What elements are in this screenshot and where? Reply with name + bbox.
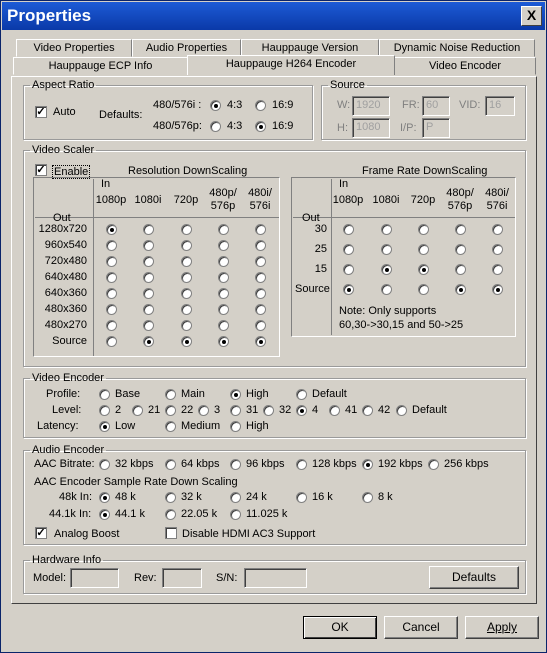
latency-label-low: Low — [115, 420, 136, 432]
latency-label-medium: Medium — [181, 420, 221, 432]
level-radio-42[interactable] — [362, 405, 373, 416]
source-h-label: H: — [337, 122, 348, 134]
latency-radio-high[interactable] — [230, 421, 241, 432]
source-h-field: 1080 — [352, 118, 390, 138]
level-label-2: 2 — [115, 404, 122, 416]
bitrate-label-256-kbps: 256 kbps — [444, 458, 489, 470]
res-radio-960x540-5[interactable] — [255, 240, 266, 251]
res-radio-480x360-4[interactable] — [218, 304, 229, 315]
profile-radio-high[interactable] — [230, 389, 241, 400]
source-fr-field: 60 — [422, 96, 450, 116]
level-radio-default[interactable] — [396, 405, 407, 416]
tab-video-encoder[interactable]: Video Encoder — [394, 57, 536, 75]
level-label-4: 4 — [312, 404, 319, 416]
bitrate-label-96-kbps: 96 kbps — [246, 458, 285, 470]
tab-hauppauge-ecp-info[interactable]: Hauppauge ECP Info — [13, 57, 188, 75]
res-col-header: 720p — [173, 194, 199, 206]
res-radio-1280x720-5[interactable] — [255, 224, 266, 235]
disable-hdmi-checkbox[interactable] — [165, 527, 177, 539]
in48-label-32-k: 32 k — [181, 491, 202, 503]
fr-radio-source-3[interactable] — [418, 284, 429, 295]
level-radio-22[interactable] — [165, 405, 176, 416]
latency-label: Latency: — [37, 420, 79, 432]
res-row-label: 1280x720 — [38, 223, 87, 235]
bitrate-label-64-kbps: 64 kbps — [181, 458, 220, 470]
hardware-info-group: Hardware Info — [23, 555, 526, 594]
fr-col-header: 480i/ — [485, 187, 509, 199]
latency-radio-low[interactable] — [99, 421, 110, 432]
res-radio-480x360-3[interactable] — [181, 304, 192, 315]
fr-radio-30-5[interactable] — [492, 224, 503, 235]
tab-hauppauge-h264-encoder[interactable]: Hauppauge H264 Encoder — [187, 55, 395, 75]
level-label: Level: — [52, 404, 82, 416]
in48-label-8-k: 8 k — [378, 491, 393, 503]
in441-radio-11-025-k[interactable] — [230, 509, 241, 520]
source-vid-field: 16 — [485, 96, 515, 116]
title-bar[interactable] — [2, 2, 545, 30]
res-radio-640x480-2[interactable] — [143, 272, 154, 283]
fr-in-label: In — [339, 178, 349, 190]
res-radio-720x480-1[interactable] — [106, 256, 117, 267]
fr-radio-30-1[interactable] — [343, 224, 354, 235]
profile-radio-main[interactable] — [165, 389, 176, 400]
res-radio-source-1[interactable] — [106, 336, 117, 347]
res-radio-source-5[interactable] — [255, 336, 266, 347]
level-label-default: Default — [412, 404, 447, 416]
cancel-button[interactable]: Cancel — [384, 616, 458, 639]
res-radio-source-2[interactable] — [143, 336, 154, 347]
res-radio-720x480-2[interactable] — [143, 256, 154, 267]
model-field — [70, 568, 119, 588]
close-button[interactable]: X — [521, 6, 542, 26]
level-label-21: 21 — [148, 404, 161, 416]
scaler-enable-label: Enable — [54, 166, 89, 178]
fr-out-label: Out — [302, 212, 320, 224]
in48-radio-24-k[interactable] — [230, 492, 241, 503]
source-w-label: W: — [337, 99, 351, 111]
fr-radio-25-1[interactable] — [343, 244, 354, 255]
level-radio-4[interactable] — [296, 405, 307, 416]
aspect-row1-43-radio[interactable] — [210, 100, 221, 111]
res-col-header: 576p — [210, 200, 236, 212]
in48-label-48-k: 48 k — [115, 491, 136, 503]
res-radio-960x540-2[interactable] — [143, 240, 154, 251]
res-radio-640x360-4[interactable] — [218, 288, 229, 299]
bitrate-label-192-kbps: 192 kbps — [378, 458, 423, 470]
fr-col-header: 720p — [410, 194, 436, 206]
aac-bitrate-label: AAC Bitrate: — [34, 458, 95, 470]
model-label: Model: — [33, 572, 67, 584]
res-radio-1280x720-1[interactable] — [106, 224, 117, 235]
res-radio-640x360-2[interactable] — [143, 288, 154, 299]
res-radio-640x480-4[interactable] — [218, 272, 229, 283]
res-radio-480x270-1[interactable] — [106, 320, 117, 331]
profile-label-high: High — [246, 388, 269, 400]
fr-radio-15-2[interactable] — [381, 264, 392, 275]
window-title: Properties — [7, 6, 92, 25]
level-radio-3[interactable] — [198, 405, 209, 416]
level-label-41: 41 — [345, 404, 358, 416]
profile-radio-base[interactable] — [99, 389, 110, 400]
res-radio-480x270-5[interactable] — [255, 320, 266, 331]
aspect-row2-169-label: 16:9 — [272, 120, 294, 132]
res-radio-640x480-3[interactable] — [181, 272, 192, 283]
level-radio-32[interactable] — [263, 405, 274, 416]
bitrate-radio-96-kbps[interactable] — [230, 459, 241, 470]
aspect-row2-169-radio[interactable] — [255, 121, 266, 132]
tab-audio-properties[interactable]: Audio Properties — [132, 39, 241, 57]
fr-radio-25-4[interactable] — [455, 244, 466, 255]
level-radio-21[interactable] — [132, 405, 143, 416]
aspect-row2-label: 480/576p: — [153, 120, 202, 132]
in441-label-44-1-k: 44.1 k — [115, 508, 145, 520]
res-radio-640x360-1[interactable] — [106, 288, 117, 299]
in48-radio-16-k[interactable] — [296, 492, 307, 503]
tab-hauppauge-version[interactable]: Hauppauge Version — [241, 39, 379, 57]
res-radio-720x480-3[interactable] — [181, 256, 192, 267]
res-col-header: 480p/ — [209, 187, 237, 199]
res-row-label: Source — [52, 335, 87, 347]
fr-row-label: 30 — [314, 223, 327, 235]
res-radio-480x270-2[interactable] — [143, 320, 154, 331]
bitrate-radio-128-kbps[interactable] — [296, 459, 307, 470]
fr-radio-source-2[interactable] — [381, 284, 392, 295]
sn-label: S/N: — [216, 572, 238, 584]
res-radio-640x480-5[interactable] — [255, 272, 266, 283]
in441-label: 44.1k In: — [49, 508, 92, 520]
fr-col-header: 1080i — [372, 194, 400, 206]
bitrate-radio-64-kbps[interactable] — [165, 459, 176, 470]
res-radio-960x540-3[interactable] — [181, 240, 192, 251]
latency-radio-medium[interactable] — [165, 421, 176, 432]
in48-radio-32-k[interactable] — [165, 492, 176, 503]
aspect-row1-label: 480/576i : — [153, 99, 202, 111]
aspect-row1-169-label: 16:9 — [272, 99, 294, 111]
res-radio-480x360-5[interactable] — [255, 304, 266, 315]
fr-row-label: 15 — [314, 263, 327, 275]
level-label-31: 31 — [246, 404, 259, 416]
res-radio-1280x720-2[interactable] — [143, 224, 154, 235]
profile-label-default: Default — [312, 388, 347, 400]
in441-label-22-05-k: 22.05 k — [181, 508, 218, 520]
res-out-label: Out — [53, 212, 71, 224]
res-row-label: 480x270 — [44, 319, 87, 331]
apply-button[interactable]: Apply — [465, 616, 539, 639]
fr-radio-source-1[interactable] — [343, 284, 354, 295]
fr-radio-source-5[interactable] — [492, 284, 503, 295]
level-radio-2[interactable] — [99, 405, 110, 416]
rev-label: Rev: — [134, 572, 157, 584]
fr-radio-25-3[interactable] — [418, 244, 429, 255]
res-radio-480x270-4[interactable] — [218, 320, 229, 331]
profile-label-base: Base — [115, 388, 141, 400]
res-downscaling-title: Resolution DownScaling — [128, 165, 248, 177]
fr-radio-30-3[interactable] — [418, 224, 429, 235]
aspect-row2-43-radio[interactable] — [210, 121, 221, 132]
bitrate-radio-32-kbps[interactable] — [99, 459, 110, 470]
res-radio-480x360-1[interactable] — [106, 304, 117, 315]
bitrate-radio-256-kbps[interactable] — [428, 459, 439, 470]
bitrate-label-128-kbps: 128 kbps — [312, 458, 357, 470]
res-row-label: 480x360 — [44, 303, 87, 315]
fr-downscaling-title: Frame Rate DownScaling — [362, 165, 488, 177]
profile-label: Profile: — [46, 388, 81, 400]
level-label-3: 3 — [214, 404, 221, 416]
in48-label-24-k: 24 k — [246, 491, 267, 503]
sn-field — [244, 568, 307, 588]
video-scaler-group: Video Scaler — [23, 145, 526, 367]
source-ip-field: P — [422, 118, 450, 138]
in441-radio-22-05-k[interactable] — [165, 509, 176, 520]
res-radio-480x270-3[interactable] — [181, 320, 192, 331]
level-label-42: 42 — [378, 404, 391, 416]
fr-col-header: 480p/ — [446, 187, 474, 199]
fr-row-label: 25 — [314, 243, 327, 255]
aspect-ratio-group: Aspect Ratio — [23, 80, 313, 140]
res-table-hline — [35, 217, 279, 218]
fr-note-line1: Note: Only supports — [339, 305, 437, 317]
rev-field — [162, 568, 202, 588]
fr-table-hline — [293, 217, 515, 218]
profile-radio-default[interactable] — [296, 389, 307, 400]
video-encoder-group: Video Encoder — [23, 373, 526, 438]
res-radio-960x540-1[interactable] — [106, 240, 117, 251]
level-radio-31[interactable] — [230, 405, 241, 416]
res-row-label: 640x480 — [44, 271, 87, 283]
profile-label-main: Main — [181, 388, 205, 400]
bitrate-label-32-kbps: 32 kbps — [115, 458, 154, 470]
fr-radio-15-4[interactable] — [455, 264, 466, 275]
fr-col-header: 1080p — [332, 194, 364, 206]
in441-radio-44-1-k[interactable] — [99, 509, 110, 520]
defaults-button[interactable]: Defaults — [429, 566, 519, 589]
res-radio-960x540-4[interactable] — [218, 240, 229, 251]
fr-note-line2: 60,30->30,15 and 50->25 — [339, 319, 464, 331]
source-fr-label: FR: — [402, 99, 420, 111]
in48-label-16-k: 16 k — [312, 491, 333, 503]
aspect-row1-169-radio[interactable] — [255, 100, 266, 111]
res-radio-1280x720-3[interactable] — [181, 224, 192, 235]
in441-label-11-025-k: 11.025 k — [246, 508, 288, 520]
fr-radio-15-1[interactable] — [343, 264, 354, 275]
auto-label: Auto — [53, 106, 76, 118]
analog-boost-label: Analog Boost — [54, 528, 120, 540]
bitrate-radio-192-kbps[interactable] — [362, 459, 373, 470]
res-col-header: 1080p — [95, 194, 127, 206]
res-in-label: In — [101, 178, 111, 190]
res-radio-1280x720-4[interactable] — [218, 224, 229, 235]
audio-encoder-group: Audio Encoder — [23, 445, 526, 545]
res-row-label: 960x540 — [44, 239, 87, 251]
res-radio-640x360-5[interactable] — [255, 288, 266, 299]
fr-radio-30-4[interactable] — [455, 224, 466, 235]
level-label-22: 22 — [181, 404, 194, 416]
in48-label: 48k In: — [59, 491, 93, 503]
ok-button[interactable]: OK — [303, 616, 377, 639]
source-ip-label: I/P: — [400, 122, 417, 134]
res-radio-480x360-2[interactable] — [143, 304, 154, 315]
scaler-enable-checkbox[interactable]: ✓ — [36, 164, 46, 176]
aspect-row2-43-label: 4:3 — [227, 120, 243, 132]
res-radio-source-3[interactable] — [181, 336, 192, 347]
tab-dynamic-noise-reduction[interactable]: Dynamic Noise Reduction — [379, 39, 535, 57]
fr-radio-15-3[interactable] — [418, 264, 429, 275]
level-label-32: 32 — [279, 404, 292, 416]
source-w-field: 1920 — [352, 96, 390, 116]
analog-boost-checkbox[interactable]: ✓ — [36, 527, 46, 539]
res-row-label: 720x480 — [44, 255, 87, 267]
source-group: Source — [321, 80, 526, 140]
res-radio-640x360-3[interactable] — [181, 288, 192, 299]
fr-col-header: 576i — [486, 200, 508, 212]
res-radio-720x480-5[interactable] — [255, 256, 266, 267]
defaults-label: Defaults: — [99, 109, 143, 121]
latency-label-high: High — [246, 420, 269, 432]
source-vid-label: VID: — [459, 99, 481, 111]
fr-radio-15-5[interactable] — [492, 264, 503, 275]
fr-row-label: Source — [295, 283, 330, 295]
disable-hdmi-label: Disable HDMI AC3 Support — [182, 528, 316, 540]
res-col-header: 576i — [249, 200, 271, 212]
fr-col-header: 576p — [447, 200, 473, 212]
fr-radio-25-5[interactable] — [492, 244, 503, 255]
res-radio-640x480-1[interactable] — [106, 272, 117, 283]
aspect-row1-43-label: 4:3 — [227, 99, 243, 111]
sample-rate-title: AAC Encoder Sample Rate Down Scaling — [34, 476, 238, 488]
level-radio-41[interactable] — [329, 405, 340, 416]
res-row-label: 640x360 — [44, 287, 87, 299]
in48-radio-8-k[interactable] — [362, 492, 373, 503]
fr-radio-source-4[interactable] — [455, 284, 466, 295]
auto-checkbox[interactable]: ✓ — [36, 106, 46, 118]
fr-radio-25-2[interactable] — [381, 244, 392, 255]
tab-video-properties[interactable]: Video Properties — [16, 39, 132, 57]
res-radio-720x480-4[interactable] — [218, 256, 229, 267]
res-col-header: 480i/ — [248, 187, 272, 199]
res-radio-source-4[interactable] — [218, 336, 229, 347]
in48-radio-48-k[interactable] — [99, 492, 110, 503]
res-col-header: 1080i — [134, 194, 162, 206]
fr-radio-30-2[interactable] — [381, 224, 392, 235]
